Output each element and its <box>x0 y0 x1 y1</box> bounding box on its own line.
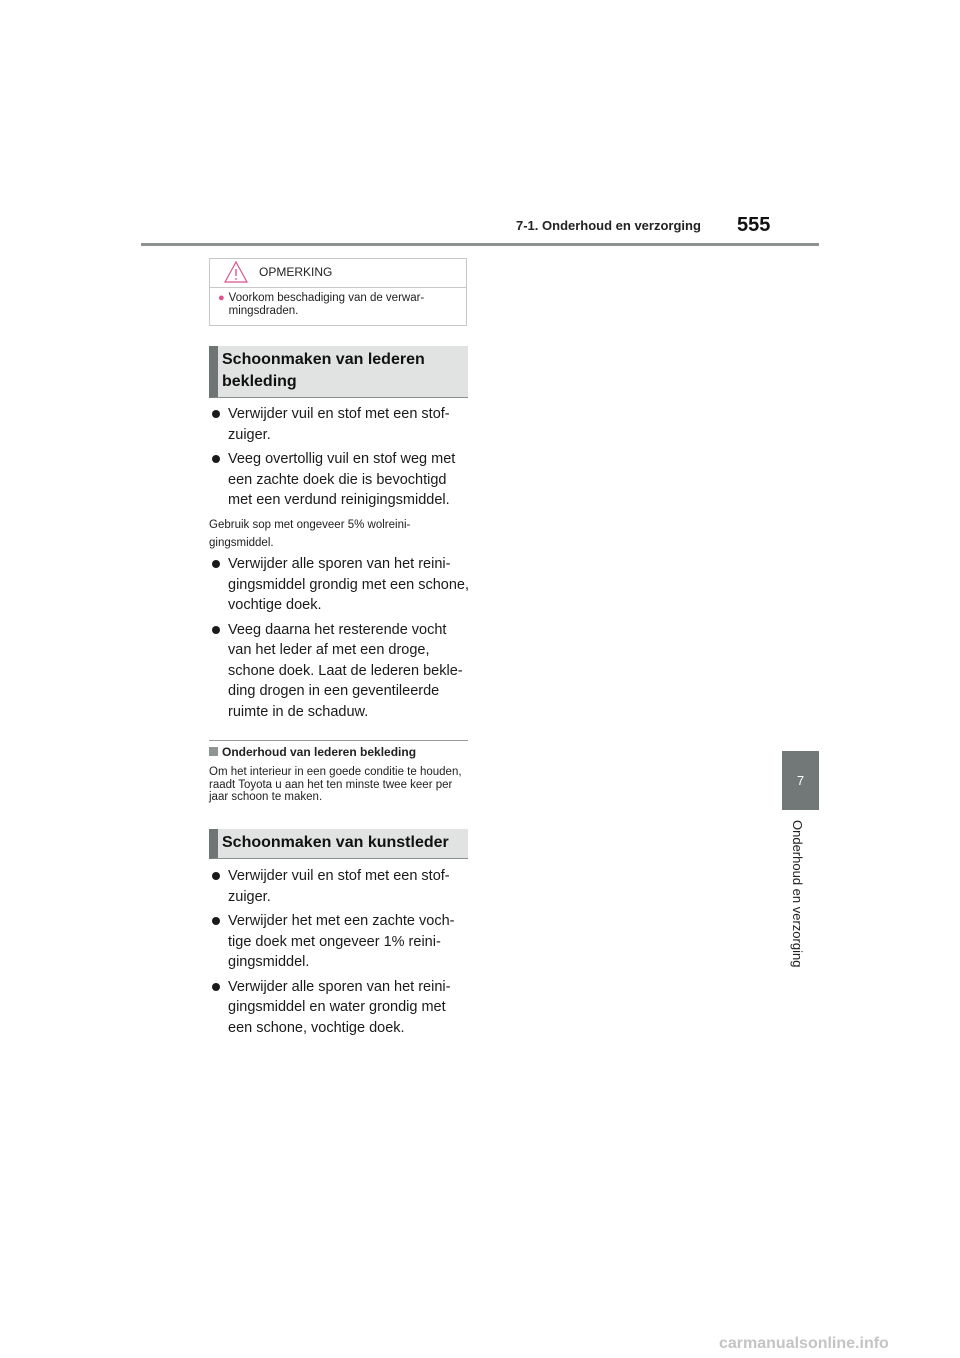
list-item <box>209 977 471 1039</box>
list-item <box>209 866 471 907</box>
list-item-text: Verwijder alle sporen van het reini-gingsmiddel en water grondig met een schone, vochtige doek. <box>228 978 451 1036</box>
info-heading <box>209 745 416 759</box>
list-item <box>209 620 471 723</box>
notice-header <box>210 259 466 288</box>
header-divider <box>141 243 819 246</box>
list-item-text: Verwijder vuil en stof met een stof-zuiger. <box>228 406 450 443</box>
bullet-icon <box>212 560 220 568</box>
notice-item <box>210 288 466 318</box>
detergent-note: Gebruik sop met ongeveer 5% wolreini-gingsmiddel. <box>209 519 411 549</box>
list-item-text: Verwijder vuil en stof met een stof-zuiger. <box>228 868 450 905</box>
bullet-icon <box>212 983 220 991</box>
section-header: 7-1. Onderhoud en verzorging <box>516 218 701 233</box>
list-item <box>209 404 471 445</box>
list-item-text: Verwijder het met een zachte voch-tige doek met ongeveer 1% reini-gingsmiddel. <box>228 913 455 970</box>
list-item-text: Verwijder alle sporen van het reini-gingsmiddel grondig met een schone, vochtige doek. <box>228 556 470 613</box>
section-heading-synthetic-leather: Schoonmaken van kunstleder <box>209 829 468 859</box>
bullet-icon <box>212 455 220 463</box>
watermark: carmanualsonline.info <box>719 1335 889 1352</box>
bullet-icon <box>212 410 220 418</box>
bullet-icon <box>212 872 220 880</box>
chapter-label: Onderhoud en verzorging <box>790 820 805 968</box>
bullet-icon <box>212 917 220 925</box>
section-heading-leather: Schoonmaken van lederen bekleding <box>209 346 468 398</box>
chapter-tab[interactable]: 7 <box>782 751 819 810</box>
info-body: Om het interieur in een goede conditie te houden, raadt Toyota u aan het ten minste twee keer per jaar schoon te maken. <box>209 766 462 803</box>
list-item-text: Veeg overtollig vuil en stof weg met een zachte doek die is bevochtigd met een verdund reinigingsmiddel. <box>228 451 456 508</box>
page-number: 555 <box>737 214 771 236</box>
warning-icon <box>224 261 248 283</box>
leather-steps-list-2 <box>209 554 471 726</box>
list-item <box>209 911 471 973</box>
notice-box <box>209 258 467 326</box>
notice-bullet-icon: ● <box>218 292 225 304</box>
list-item-text: Veeg daarna het resterende vocht van het leder af met een droge, schone doek. Laat de lederen bekle-ding drogen in een geventileerde ruimte in de schaduw. <box>228 621 463 720</box>
square-bullet-icon <box>209 747 218 756</box>
info-divider <box>209 740 468 741</box>
leather-steps-list <box>209 404 471 515</box>
synthetic-leather-steps-list <box>209 866 471 1042</box>
list-item <box>209 554 471 616</box>
notice-title: OPMERKING <box>259 265 333 279</box>
notice-item-text: Voorkom beschadiging van de verwar-mingsdraden. <box>228 292 425 317</box>
bullet-icon <box>212 626 220 634</box>
info-heading-text: Onderhoud van lederen bekleding <box>222 745 417 759</box>
list-item <box>209 449 471 511</box>
